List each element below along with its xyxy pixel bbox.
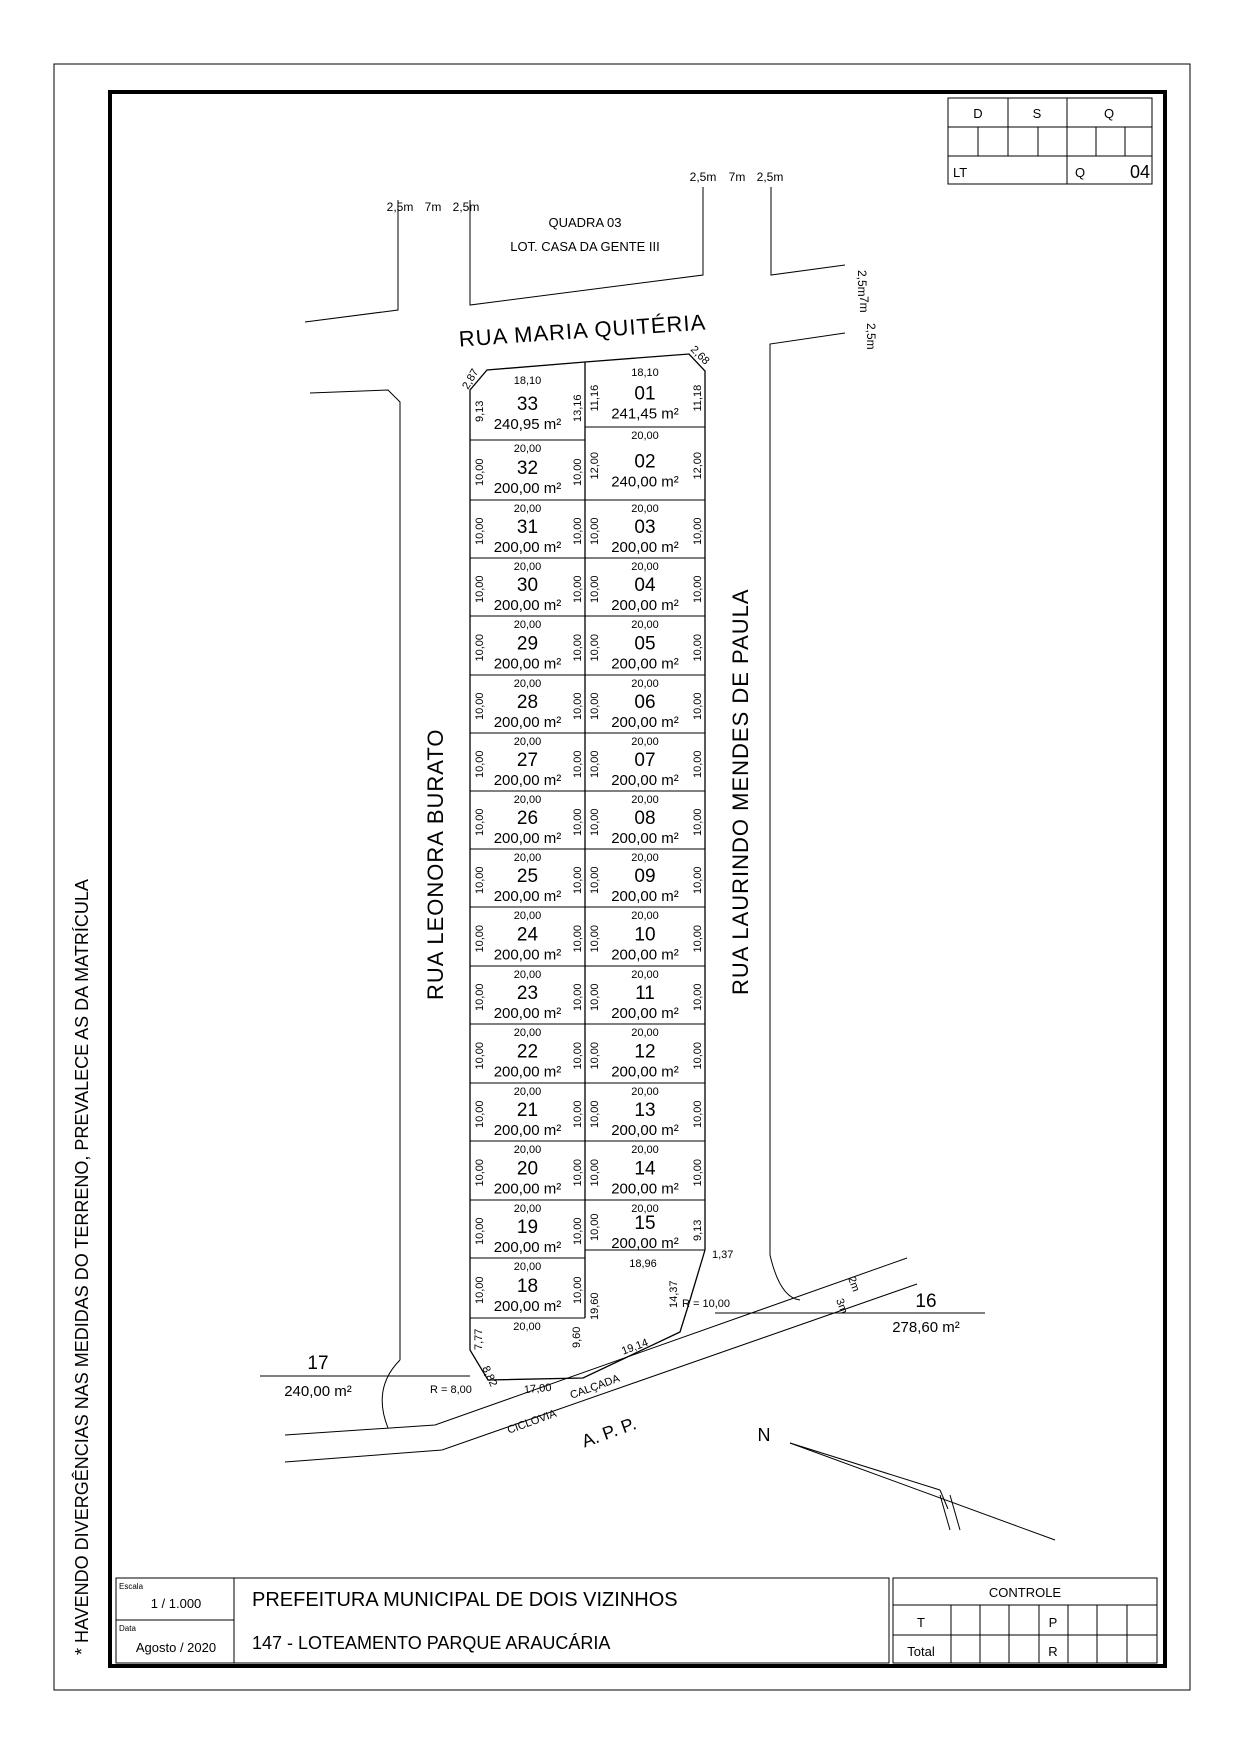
data-label: Data	[119, 1624, 136, 1633]
lot-dim-right: 10,00	[572, 866, 584, 894]
lot-05	[585, 616, 705, 673]
svg-text:9,60: 9,60	[571, 1326, 583, 1348]
lot-dim-left: 10,00	[474, 1041, 486, 1070]
lot-dim-right: 10,00	[692, 1158, 704, 1187]
lot-area: 200,00 m²	[611, 1235, 679, 1252]
lot-number: 33	[516, 394, 539, 415]
lot-dim-left: 10,00	[589, 808, 601, 836]
svg-text:8,82: 8,82	[479, 1364, 500, 1389]
lot-14	[585, 1141, 705, 1198]
lot-number: 10	[634, 924, 656, 946]
corner-dim-top-right: 2,68	[687, 343, 712, 368]
lot-12	[585, 1024, 705, 1081]
lot-dim-left: 10,00	[589, 983, 601, 1011]
svg-text:7,77: 7,77	[473, 1328, 485, 1350]
lot-dim-left: 10,00	[589, 517, 601, 545]
lot-dim-top: 20,00	[631, 794, 659, 806]
north-arrow	[758, 1425, 1056, 1540]
controle-label: CONTROLE	[988, 1585, 1062, 1600]
lot-area: 200,00 m²	[493, 1180, 562, 1198]
lot-dim-top: 20,00	[513, 561, 542, 573]
radius-left: R = 8,00	[430, 1384, 472, 1396]
lot-dim-right: 10,00	[692, 1041, 704, 1070]
lot-dim-left: 10,00	[474, 750, 486, 778]
bottom-special-lot	[470, 1249, 733, 1396]
lot-10	[585, 907, 705, 964]
quadra-title: QUADRA 03	[548, 215, 622, 230]
lot-dim-left: 10,00	[589, 575, 601, 603]
lot-area: 200,00 m²	[493, 1005, 562, 1022]
svg-text:19,60: 19,60	[589, 1292, 601, 1320]
lot-dim-left: 10,00	[474, 1276, 486, 1304]
lot-area: 240,00 m²	[611, 473, 679, 491]
lot-area: 200,00 m²	[493, 830, 562, 847]
lot-dim-right: 10,00	[572, 692, 584, 720]
lot-27	[470, 733, 585, 789]
lot-number: 28	[516, 692, 539, 713]
lot-dim-top: 20,00	[513, 852, 542, 864]
lot-dim-right: 10,00	[572, 517, 584, 545]
lot-number: 05	[634, 633, 656, 655]
lot-dim-left: 10,00	[589, 750, 601, 778]
quadra-subtitle: LOT. CASA DA GENTE III	[510, 239, 660, 254]
lot-number: 30	[516, 575, 539, 596]
lot-dim-left: 10,00	[474, 866, 486, 894]
lot-number: 29	[516, 633, 539, 655]
lot-dim-left: 10,00	[589, 866, 601, 894]
lot-dim-top: 20,00	[513, 443, 542, 455]
lot-area: 200,00 m²	[493, 772, 562, 789]
svg-text:17,00: 17,00	[523, 1381, 552, 1397]
lot-area: 200,00 m²	[493, 539, 562, 556]
lot-dim-right: 10,00	[572, 633, 584, 662]
lot-33	[474, 375, 584, 433]
svg-text:2,5m: 2,5m	[386, 200, 414, 214]
lot-25	[470, 849, 585, 905]
lot-area: 200,00 m²	[493, 1122, 562, 1139]
lot-24	[470, 907, 585, 964]
lot-dim-top: 20,00	[513, 503, 542, 515]
lot-area: 200,00 m²	[611, 714, 679, 731]
lot-20	[470, 1141, 585, 1198]
lot-number: 32	[516, 458, 539, 479]
header-q2: Q	[1075, 165, 1086, 180]
lot-dim-right: 10,00	[692, 924, 704, 953]
lot-13	[585, 1083, 705, 1139]
lot-dim-left: 10,00	[474, 1100, 486, 1128]
lot-dim-right: 10,00	[692, 633, 704, 662]
lot-03	[585, 500, 705, 556]
lot-dim-top: 20,00	[631, 736, 659, 748]
lot-dim-right: 10,00	[692, 983, 704, 1011]
escala-value: 1 / 1.000	[150, 1596, 202, 1611]
lot-dim-left: 10,00	[589, 692, 601, 720]
lot-dim-right: 13,16	[572, 394, 584, 422]
lot-01	[589, 367, 704, 423]
lot-07	[585, 733, 705, 789]
lot-dim-left: 10,00	[474, 517, 486, 545]
header-q-value: 04	[1130, 162, 1151, 182]
lot-area: 200,00 m²	[611, 655, 679, 673]
lot-dim-left: 10,00	[589, 1041, 601, 1070]
controle-r: R	[1048, 1644, 1058, 1659]
lot-dim-right: 10,00	[572, 1217, 584, 1245]
lot-area: 200,00 m²	[611, 830, 679, 847]
lot-dim-left: 10,00	[589, 1213, 601, 1241]
lot-area: 200,00 m²	[493, 946, 562, 964]
lot-23	[470, 966, 585, 1022]
lot-dim-top: 20,00	[513, 619, 542, 631]
lot-dim-right: 10,00	[692, 517, 704, 545]
road-width-right	[855, 270, 878, 350]
lot-area: 200,00 m²	[493, 1239, 562, 1256]
lot-22	[470, 1024, 585, 1081]
lot-02	[585, 427, 705, 491]
lot-15	[585, 1200, 705, 1252]
controle-p: P	[1048, 1615, 1058, 1630]
controle-total: Total	[907, 1644, 935, 1659]
lot-30	[470, 558, 585, 614]
lot-area: 200,00 m²	[493, 480, 562, 497]
lot-dim-left: 10,00	[589, 1100, 601, 1128]
lot-28	[470, 675, 585, 731]
width-3m: 3m	[833, 1296, 850, 1316]
lot-dim-top: 20,00	[631, 619, 659, 631]
lot-dim-top: 20,00	[631, 503, 659, 515]
lot-dim-top: 20,00	[631, 430, 659, 442]
lot-dim-top: 20,00	[631, 561, 659, 573]
lot-dim-left: 10,00	[589, 633, 601, 662]
lot-area: 200,00 m²	[611, 946, 679, 964]
lot-09	[585, 849, 705, 905]
svg-text:18,96: 18,96	[629, 1258, 657, 1270]
lot-dim-left: 10,00	[474, 924, 486, 953]
header-d: D	[973, 106, 983, 121]
lot-dim-right: 12,00	[692, 451, 704, 480]
street-left: RUA LEONORA BURATO	[423, 728, 448, 1000]
header-box	[948, 98, 1152, 184]
lot-dim-top: 18,10	[513, 375, 542, 387]
lot-area: 200,00 m²	[493, 597, 562, 614]
lot-dim-top: 20,00	[631, 1203, 659, 1215]
lot-dim-right: 10,00	[572, 808, 584, 836]
lot-19	[470, 1200, 585, 1256]
corner-dim-top-left: 2,87	[460, 366, 482, 392]
lot-number: 07	[634, 750, 656, 771]
lot-dim-top: 20,00	[631, 852, 659, 864]
lots-right	[585, 367, 705, 1252]
lot-area: 200,00 m²	[611, 539, 679, 556]
road-width-top-right	[690, 170, 784, 184]
lot16-area: 278,60 m²	[892, 1319, 960, 1336]
title-main: PREFEITURA MUNICIPAL DE DOIS VIZINHOS	[252, 1589, 678, 1611]
street-right: RUA LAURINDO MENDES DE PAULA	[728, 588, 753, 995]
street-top: RUA MARIA QUITÉRIA	[457, 309, 707, 352]
lot-dim-top: 20,00	[513, 678, 542, 690]
lot-dim-top: 20,00	[513, 1203, 542, 1215]
lot-number: 25	[516, 866, 539, 887]
bottom-lot-dim-top: 20,00	[513, 1321, 541, 1333]
lot-dim-right: 10,00	[572, 458, 584, 486]
lot-number: 20	[516, 1158, 539, 1180]
lot-number: 04	[634, 575, 656, 596]
lot-dim-left: 10,00	[589, 1158, 601, 1187]
road-width-top-left	[387, 200, 480, 214]
calcada-label: CALÇADA	[568, 1372, 622, 1402]
lot-32	[470, 440, 585, 497]
svg-text:2,5m: 2,5m	[864, 323, 878, 350]
lot-06	[585, 675, 705, 731]
lot-04	[585, 558, 705, 614]
lot-dim-top: 20,00	[631, 1027, 659, 1039]
lot-number: 03	[634, 517, 656, 538]
svg-text:19,14: 19,14	[619, 1336, 650, 1358]
lot-dim-top: 20,00	[513, 1144, 542, 1156]
lot-18	[470, 1258, 585, 1315]
lot-dim-left: 9,13	[474, 400, 486, 422]
svg-text:7m: 7m	[424, 200, 442, 214]
lot-number: 15	[634, 1213, 656, 1234]
svg-text:1,37: 1,37	[712, 1249, 734, 1261]
lot-number: 09	[634, 866, 656, 887]
lot-area: 241,45 m²	[611, 405, 679, 423]
header-lt: LT	[953, 165, 968, 180]
lot-dim-left: 10,00	[474, 1217, 486, 1245]
lot-number: 27	[516, 750, 539, 771]
lot-dim-right: 11,18	[692, 384, 704, 412]
lot17-num: 17	[307, 1353, 329, 1374]
lot-number: 14	[634, 1158, 656, 1180]
lot-dim-left: 10,00	[589, 924, 601, 953]
lot-31	[470, 500, 585, 556]
lot-dim-top: 20,00	[513, 1261, 542, 1273]
lot-dim-top: 20,00	[513, 969, 542, 981]
lot-area: 200,00 m²	[611, 772, 679, 789]
lots-left	[470, 375, 585, 1333]
data-value: Agosto / 2020	[135, 1640, 217, 1655]
lot-area: 200,00 m²	[493, 888, 562, 905]
road-edges	[260, 187, 985, 1462]
ciclovia-label: CICLOVIA	[505, 1407, 559, 1437]
lot-number: 18	[516, 1276, 539, 1297]
lot-number: 24	[516, 924, 539, 946]
lot-number: 23	[516, 983, 539, 1004]
lot-area: 200,00 m²	[611, 1063, 679, 1081]
lot-area: 200,00 m²	[493, 1063, 562, 1081]
lot-number: 31	[516, 517, 539, 538]
lot-number: 21	[516, 1100, 539, 1121]
svg-text:N: N	[757, 1425, 771, 1445]
lot-dim-top: 20,00	[513, 910, 542, 922]
lot-dim-left: 11,16	[589, 384, 601, 412]
lot-dim-top: 20,00	[631, 1144, 659, 1156]
lot-dim-right: 10,00	[572, 1276, 584, 1304]
title-block	[116, 1578, 1157, 1663]
lot-26	[470, 791, 585, 847]
lot-number: 11	[635, 983, 655, 1004]
lot-dim-right: 10,00	[572, 575, 584, 603]
escala-label: Escala	[119, 1582, 144, 1591]
lot-dim-right: 10,00	[572, 924, 584, 953]
lot-21	[470, 1083, 585, 1139]
lot-dim-right: 10,00	[692, 866, 704, 894]
header-q: Q	[1103, 106, 1115, 121]
lot-number: 22	[516, 1041, 539, 1063]
lot-dim-right: 10,00	[692, 575, 704, 603]
lot-dim-left: 10,00	[474, 633, 486, 662]
lot-11	[585, 966, 705, 1022]
lot-dim-top: 20,00	[513, 1027, 542, 1039]
lot-dim-right: 10,00	[692, 1100, 704, 1128]
side-note: * HAVENDO DIVERGÊNCIAS NAS MEDIDAS DO TERRENO, PREVALECE AS DA MATRÍCULA	[72, 879, 92, 1655]
svg-text:2,5m: 2,5m	[855, 270, 869, 297]
lot-dim-left: 10,00	[474, 1158, 486, 1187]
lot-area: 200,00 m²	[493, 655, 562, 673]
lot-dim-right: 10,00	[572, 1100, 584, 1128]
lot-number: 01	[634, 383, 656, 405]
svg-text:2,5m: 2,5m	[689, 170, 717, 184]
controle-t: T	[917, 1615, 925, 1630]
lot-area: 200,00 m²	[493, 714, 562, 731]
lot-dim-top: 18,10	[631, 367, 659, 379]
svg-text:14,37: 14,37	[668, 1280, 680, 1308]
lot-dim-top: 20,00	[513, 794, 542, 806]
lot-dim-top: 20,00	[631, 969, 659, 981]
lot-area: 200,00 m²	[611, 1180, 679, 1198]
lot-dim-left: 10,00	[474, 692, 486, 720]
lot-area: 200,00 m²	[611, 1005, 679, 1022]
lot-dim-right: 10,00	[692, 692, 704, 720]
title-sub: 147 - LOTEAMENTO PARQUE ARAUCÁRIA	[252, 1633, 611, 1653]
lot-dim-top: 20,00	[513, 1086, 542, 1098]
lot-29	[470, 616, 585, 673]
lot-area: 240,95 m²	[493, 416, 562, 433]
width-2m: 2m	[845, 1274, 862, 1294]
svg-text:7m: 7m	[857, 296, 871, 313]
lot-08	[585, 791, 705, 847]
lot-number: 13	[634, 1100, 656, 1121]
lot-area: 200,00 m²	[611, 597, 679, 614]
lot-number: 19	[516, 1217, 539, 1238]
svg-text:7m: 7m	[728, 170, 746, 184]
header-s: S	[1032, 106, 1042, 121]
lot-dim-top: 20,00	[631, 910, 659, 922]
sheet-outer-border	[54, 64, 1190, 1690]
lot-dim-left: 10,00	[474, 983, 486, 1011]
app-label: A. P. P.	[579, 1413, 639, 1452]
lot17-area: 240,00 m²	[284, 1383, 352, 1400]
lot-dim-left: 10,00	[474, 458, 486, 486]
lot-number: 12	[634, 1041, 656, 1063]
lot-area: 200,00 m²	[611, 888, 679, 905]
lot-number: 02	[634, 451, 656, 473]
lot-dim-right: 10,00	[572, 1158, 584, 1187]
lot-dim-top: 20,00	[513, 736, 542, 748]
lot-number: 06	[634, 692, 656, 713]
lot-dim-right: 10,00	[572, 1041, 584, 1070]
radius-right: R = 10,00	[682, 1298, 731, 1310]
lot-dim-left: 10,00	[474, 808, 486, 836]
lot-dim-right: 10,00	[692, 808, 704, 836]
svg-text:2,5m: 2,5m	[452, 200, 480, 214]
lot-number: 08	[634, 808, 656, 829]
lot-dim-right: 10,00	[572, 750, 584, 778]
lot-dim-right: 10,00	[572, 983, 584, 1011]
lot-dim-top: 20,00	[631, 1086, 659, 1098]
lot-dim-top: 20,00	[631, 678, 659, 690]
svg-text:2,5m: 2,5m	[756, 170, 784, 184]
lot-dim-left: 12,00	[589, 451, 601, 480]
lot-dim-right: 9,13	[692, 1219, 704, 1241]
lot-dim-right: 10,00	[692, 750, 704, 778]
lot-number: 26	[516, 808, 539, 829]
lot-area: 200,00 m²	[493, 1298, 562, 1315]
lot-dim-left: 10,00	[474, 575, 486, 603]
lot-area: 200,00 m²	[611, 1122, 679, 1139]
lot16-num: 16	[915, 1291, 937, 1312]
